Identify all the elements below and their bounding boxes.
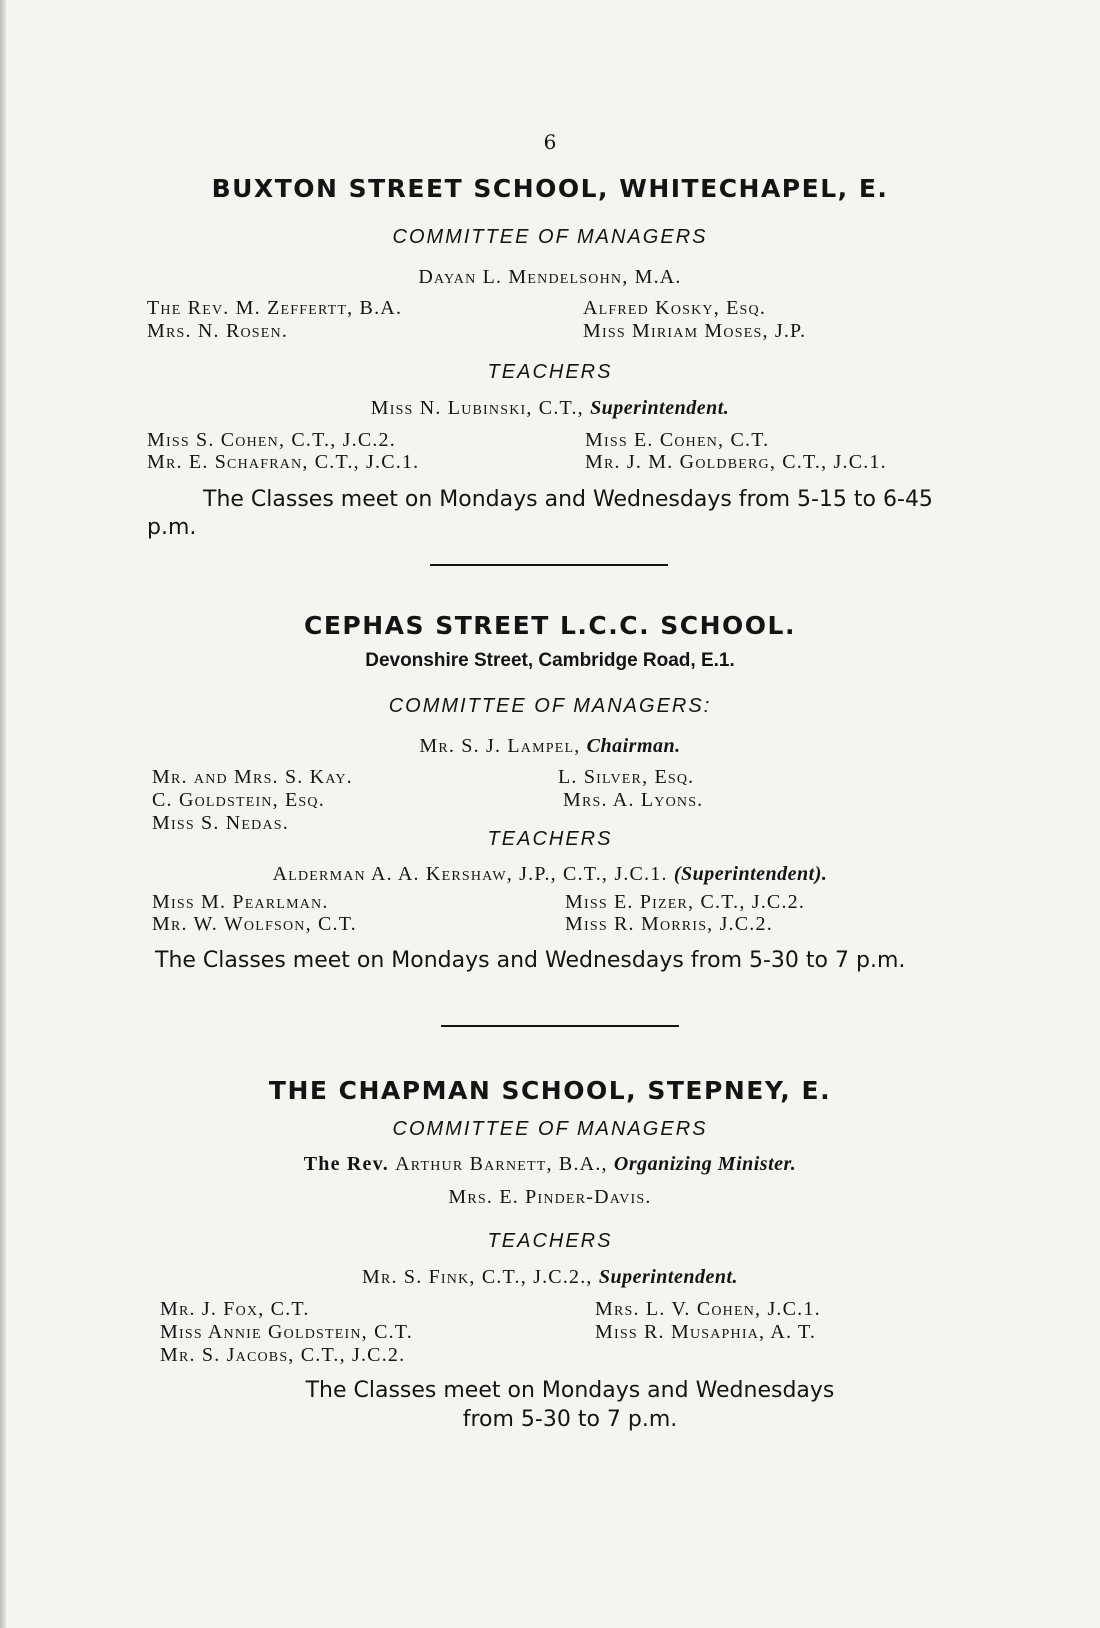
page-number: 6 xyxy=(543,130,557,154)
teachers-lead-chapman: Mr. S. Fink, C.T., J.C.2., Superintendent. xyxy=(361,1266,739,1288)
teacher: Miss S. Cohen, C.T., J.C.2. xyxy=(147,429,396,451)
teacher: Mr. J. Fox, C.T. xyxy=(160,1298,310,1320)
teacher: Mr. W. Wolfson, C.T. xyxy=(152,913,357,935)
meeting-note-chapman-line1: The Classes meet on Mondays and Wednesdays xyxy=(305,1378,835,1403)
section-title-buxton: BUXTON STREET SCHOOL, WHITECHAPEL, E. xyxy=(211,174,889,203)
teacher: Mrs. L. V. Cohen, J.C.1. xyxy=(595,1298,821,1320)
committee-member: The Rev. M. Zeffertt, B.A. xyxy=(147,297,403,319)
teacher: Miss M. Pearlman. xyxy=(152,891,329,913)
committee-label-cephas: COMMITTEE OF MANAGERS: xyxy=(388,695,712,717)
teacher: Miss E. Cohen, C.T. xyxy=(585,429,770,451)
committee-member: L. Silver, Esq. xyxy=(558,766,695,788)
section-title-chapman: THE CHAPMAN SCHOOL, STEPNEY, E. xyxy=(268,1076,832,1105)
teachers-label-cephas: TEACHERS xyxy=(487,828,613,850)
teacher: Miss E. Pizer, C.T., J.C.2. xyxy=(565,891,806,913)
teachers-label-buxton: TEACHERS xyxy=(487,361,613,383)
committee-member: Mrs. N. Rosen. xyxy=(147,320,289,342)
teachers-lead-buxton: Miss N. Lubinski, C.T., Superintendent. xyxy=(370,397,730,419)
meeting-note-cephas: The Classes meet on Mondays and Wednesdays from 5-30 to 7 p.m. xyxy=(155,948,906,973)
teachers-lead-cephas: Alderman A. A. Kershaw, J.P., C.T., J.C.1. (Superintendent). xyxy=(272,863,828,885)
committee-label-buxton: COMMITTEE OF MANAGERS xyxy=(392,226,708,248)
section-title-cephas: CEPHAS STREET L.C.C. SCHOOL. xyxy=(304,611,796,640)
committee-member: Miss Miriam Moses, J.P. xyxy=(583,320,807,342)
committee-member: Miss S. Nedas. xyxy=(152,812,289,834)
committee-lead-buxton: Dayan L. Mendelsohn, M.A. xyxy=(418,266,682,288)
committee-member: C. Goldstein, Esq. xyxy=(152,789,325,811)
committee-lead-cephas: Mr. S. J. Lampel, Chairman. xyxy=(419,735,681,757)
section-subtitle-cephas: Devonshire Street, Cambridge Road, E.1. xyxy=(365,650,735,671)
teacher: Miss Annie Goldstein, C.T. xyxy=(160,1321,413,1343)
committee-lead-chapman: The Rev. Arthur Barnett, B.A., Organizing Minister. xyxy=(303,1153,797,1175)
committee-label-chapman: COMMITTEE OF MANAGERS xyxy=(392,1118,708,1140)
teacher: Miss R. Musaphia, A. T. xyxy=(595,1321,817,1343)
committee-member: Mr. and Mrs. S. Kay. xyxy=(152,766,353,788)
teacher: Miss R. Morris, J.C.2. xyxy=(565,913,773,935)
committee-member: Mrs. A. Lyons. xyxy=(563,789,704,811)
committee-member: Alfred Kosky, Esq. xyxy=(583,297,767,319)
teacher: Mr. S. Jacobs, C.T., J.C.2. xyxy=(160,1344,406,1366)
meeting-note-chapman-line2: from 5-30 to 7 p.m. xyxy=(462,1407,678,1432)
meeting-note-buxton: The Classes meet on Mondays and Wednesdays from 5-15 to 6-45 p.m. xyxy=(147,487,933,540)
teacher: Mr. J. M. Goldberg, C.T., J.C.1. xyxy=(585,451,887,473)
teacher: Mr. E. Schafran, C.T., J.C.1. xyxy=(147,451,420,473)
teachers-label-chapman: TEACHERS xyxy=(487,1230,613,1252)
section-divider xyxy=(441,1025,679,1027)
section-divider xyxy=(430,564,668,566)
committee-member-chapman: Mrs. E. Pinder-Davis. xyxy=(448,1186,652,1208)
